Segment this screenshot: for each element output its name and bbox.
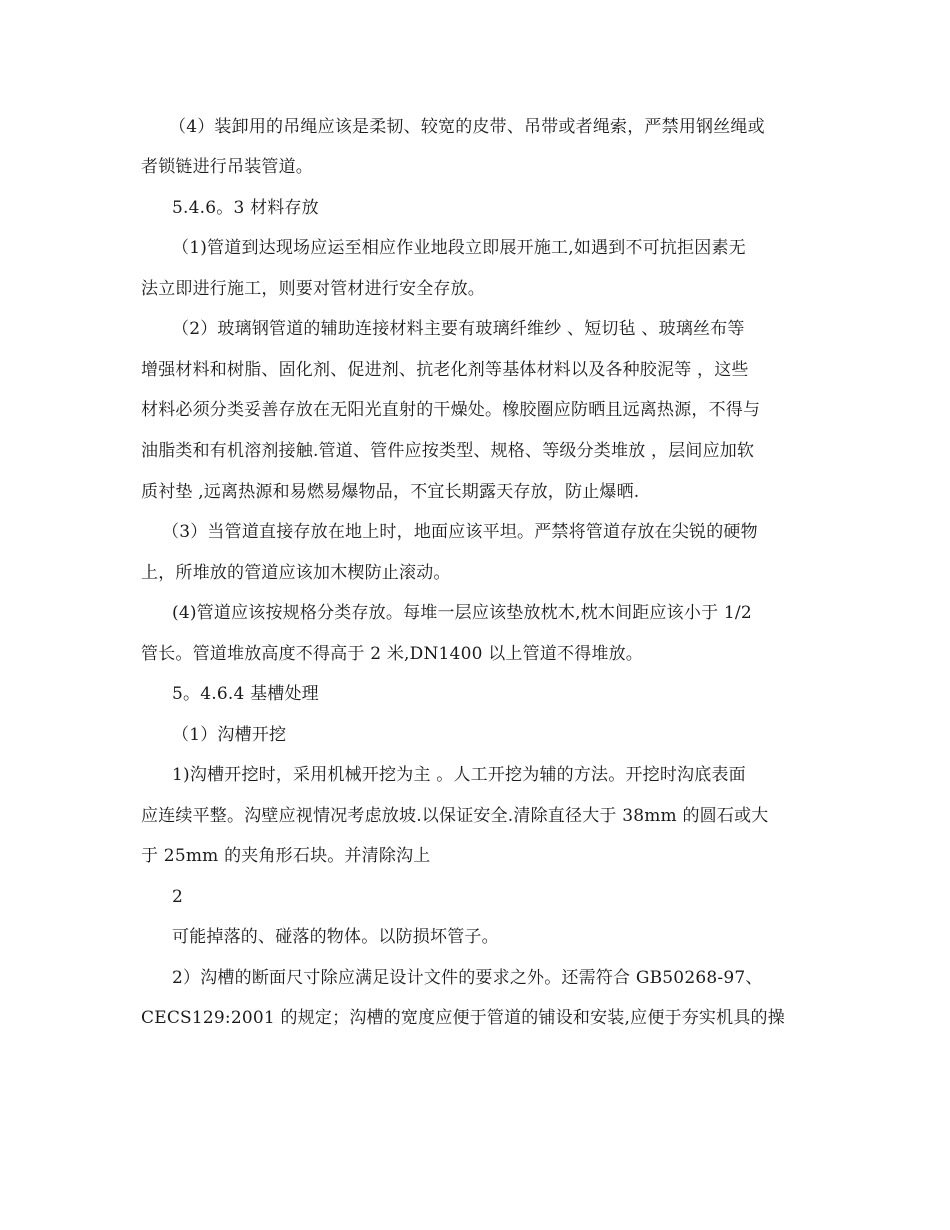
paragraph-line: 者锁链进行吊装管道。 — [141, 157, 313, 177]
paragraph-line: 2）沟槽的断面尺寸除应满足设计文件的要求之外。还需符合 GB50268-97、 — [172, 968, 763, 988]
paragraph-line: 质衬垫 ,远离热源和易燃易爆物品，不宜长期露天存放，防止爆晒. — [141, 482, 640, 502]
paragraph-line: （4）装卸用的吊绳应该是柔韧、较宽的皮带、吊带或者绳索，严禁用钢丝绳或 — [169, 117, 765, 137]
paragraph-line: （2）玻璃钢管道的辅助连接材料主要有玻璃纤维纱 、短切毡 、玻璃丝布等 — [172, 319, 745, 339]
paragraph-line: （1)管道到达现场应运至相应作业地段立即展开施工,如遇到不可抗拒因素无 — [172, 238, 746, 258]
paragraph-line: 法立即进行施工，则要对管材进行安全存放。 — [141, 279, 485, 299]
paragraph-line: 可能掉落的、碰落的物体。以防损坏管子。 — [172, 927, 499, 947]
paragraph-line: 增强材料和树脂、固化剂、促进剂、抗老化剂等基体材料以及各种胶泥等 ，这些 — [141, 360, 749, 380]
paragraph-line: （3）当管道直接存放在地上时，地面应该平坦。严禁将管道存放在尖锐的硬物 — [162, 522, 758, 542]
section-heading: 5。4.6.4 基槽处理 — [172, 684, 319, 704]
section-heading: 5.4.6。3 材料存放 — [172, 198, 319, 218]
paragraph-line: 于 25mm 的夹角形石块。并清除沟上 — [141, 846, 431, 866]
paragraph-line: CECS129:2001 的规定；沟槽的宽度应便于管道的铺设和安装,应便于夯实机具的操 — [141, 1008, 785, 1028]
paragraph-line: 材料必须分类妥善存放在无阳光直射的干燥处。橡胶圈应防晒且远离热源，不得与 — [141, 400, 761, 420]
paragraph-line: 1)沟槽开挖时，采用机械开挖为主 。人工开挖为辅的方法。开挖时沟底表面 — [172, 765, 746, 785]
paragraph-line: 应连续平整。沟壁应视情况考虑放坡.以保证安全.清除直径大于 38mm 的圆石或大 — [141, 806, 769, 826]
paragraph-line: (4)管道应该按规格分类存放。每堆一层应该垫放枕木,枕木间距应该小于 1/2 — [172, 603, 752, 623]
subsection-heading: （1）沟槽开挖 — [172, 725, 287, 745]
paragraph-line: 上，所堆放的管道应该加木楔防止滚动。 — [141, 563, 451, 583]
paragraph-line: 油脂类和有机溶剂接触.管道、管件应按类型、规格、等级分类堆放 ，层间应加软 — [141, 441, 755, 461]
page-number: 2 — [172, 887, 184, 907]
paragraph-line: 管长。管道堆放高度不得高于 2 米,DN1400 以上管道不得堆放。 — [141, 644, 643, 664]
